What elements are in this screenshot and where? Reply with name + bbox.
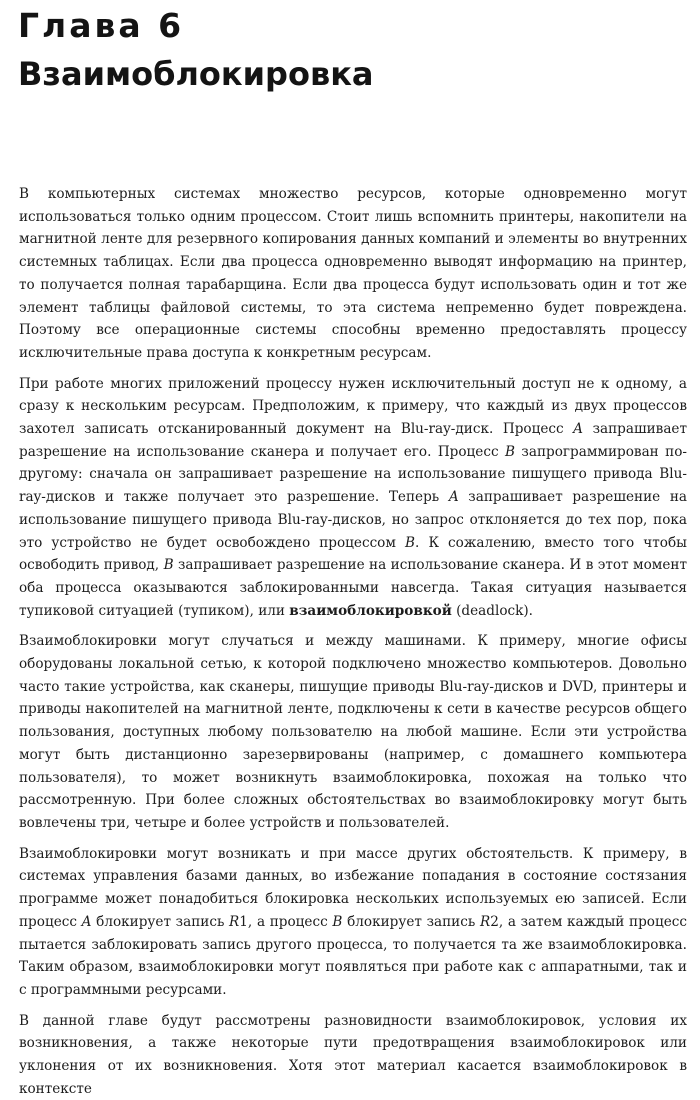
text-run: Взаимоблокировки могут возникать и при массе других обстоятельств. К примеру, в системах управления базами данных, во избежание попадания в состояние состязания программе может понадобиться блокировка нескольких используемых ею записей. Если процесс	[19, 845, 687, 930]
chapter-label: Глава 6	[18, 6, 185, 45]
process-variable: B	[163, 557, 174, 574]
text-run: запрашивает разрешение на использование сканера. И в этот момент оба процесса оказываются заблокированными навсегда. Такая ситуация называется тупиковой ситуацией (тупиком), или	[19, 557, 687, 619]
chapter-header	[18, 6, 688, 96]
text-run: запрашивает разрешение на использование пишущего привода Blu-ray-дисков, но запрос отклоняется до тех пор, пока это устройство не будет освобождено процессом	[19, 489, 687, 551]
chapter-title: Взаимоблокировка	[18, 55, 374, 93]
text-run: Взаимоблокировки могут случаться и между машинами. К примеру, многие офисы оборудованы локальной сетью, к которой подключено множество компьютеров. Довольно часто такие устройства, как сканеры, пишущие приводы Blu-ray-дисков и DVD, принтеры и приводы накопителей на магнитной ленте, подключены к сети в качестве ресурсов общего пользования, доступных любому пользователю на любой машине. Если эти устройства могут быть дистанционно зарезервированы (например, с домашнего компьютера пользователя), то может возникнуть взаимоблокировка, похожая на только что рассмотренную. При более сложных обстоятельствах во взаимоблокировку могут быть вовлечены три, четыре и более устройств и пользователей.	[19, 633, 687, 831]
process-variable: A	[448, 489, 459, 506]
text-run: В данной главе будут рассмотрены разновидности взаимоблокировок, условия их возникновения, а также некоторые пути предотвращения взаимоблокировок или уклонения от их возникновения. Хотя этот материал касается взаимоблокировок в контексте	[19, 1012, 687, 1097]
text-run: (deadlock).	[451, 602, 533, 619]
process-variable: B	[505, 443, 515, 460]
text-run: . К сожалению, вместо того чтобы освободить привод,	[19, 534, 687, 574]
process-variable: B	[405, 534, 416, 551]
paragraph-2	[19, 373, 687, 623]
process-variable: R	[229, 913, 240, 930]
text-run: 2, а затем каждый процесс пытается заблокировать запись другого процесса, то получается та же взаимоблокировка. Таким образом, взаимоблокировки могут появляться при работе как с аппаратными, так и с программными ресурсами.	[19, 913, 687, 998]
process-variable: R	[479, 913, 491, 930]
paragraph-4	[19, 843, 687, 1002]
process-variable: A	[81, 913, 92, 930]
paragraph-1	[19, 183, 687, 365]
text-run: 1, а процесс	[239, 913, 333, 930]
key-term: взаимоблокировкой	[289, 602, 452, 619]
chapter-body	[19, 183, 687, 1100]
text-run: запрашивает разрешение на использование сканера и получает его. Процесс	[19, 421, 687, 460]
paragraph-3	[19, 630, 687, 834]
paragraph-5	[19, 1010, 687, 1100]
text-run: блокирует запись	[342, 913, 480, 930]
process-variable: B	[332, 913, 343, 930]
text-run: В компьютерных системах множество ресурсов, которые одновременно могут использоваться только одним процессом. Стоит лишь вспомнить принтеры, накопители на магнитной ленте для резервного копирования данных компаний и элементы во внутренних системных таблицах. Если два процесса одновременно выводят информацию на принтер, то получается полная тарабарщина. Если два процесса будут использовать один и тот же элемент таблицы файловой системы, то эта система непременно будет повреждена. Поэтому все операционные системы способны временно предоставлять процессу исключительные права доступа к конкретным ресурсам.	[19, 186, 687, 361]
text-run: При работе многих приложений процессу нужен исключительный доступ не к одному, а сразу к нескольким ресурсам. Предположим, к примеру, что каждый из двух процессов захотел записать отсканированный документ на Blu-ray-диск. Процесс	[19, 375, 687, 438]
text-run: блокирует запись	[91, 913, 230, 930]
process-variable: A	[573, 421, 583, 438]
text-run: запрограммирован по-другому: сначала он запрашивает разрешение на использование пишущего привода Blu-ray-дисков и также получает это разрешение. Теперь	[19, 443, 687, 506]
